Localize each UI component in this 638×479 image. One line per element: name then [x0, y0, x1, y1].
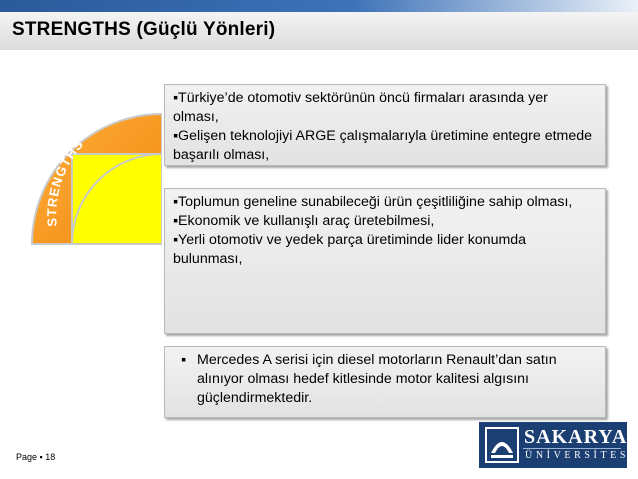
strengths-arc-label: STRENGTHS — [44, 136, 87, 228]
page-number: Page ▪ 18 — [16, 452, 56, 462]
strengths-panel-3 — [164, 346, 606, 418]
slide-title: STRENGTHS (Güçlü Yönleri) — [12, 19, 276, 40]
bullet-item: ▪Gelişen teknolojiyi ARGE çalışmalarıyla üretimine entegre etmede başarılı olması, — [173, 128, 593, 163]
bullet-item: ▪Yerli otomotiv ve yedek parça üretiminde lider konumda bulunması, — [173, 232, 527, 267]
logo-subtitle: ÜNİVERSİTESİ — [525, 450, 636, 461]
top-accent-band — [0, 0, 638, 12]
sakarya-university-logo — [479, 422, 636, 468]
logo-name: SAKARYA — [524, 426, 628, 448]
yellow-square-shape — [72, 154, 162, 244]
logo-divider — [523, 448, 621, 449]
university-emblem-icon — [485, 427, 519, 463]
bullet-item: ▪Toplumun geneline sunabileceği ürün çeşitliliğine sahip olması, — [173, 194, 573, 210]
bullet-item: ▪Ekonomik ve kullanışlı araç üretebilmesi, — [173, 213, 435, 229]
strengths-quarter-graphic — [30, 84, 162, 246]
strengths-panel-2 — [164, 188, 606, 334]
bullet-item: ▪Türkiye’de otomotiv sektörünün öncü firmaları arasında yer olması, — [173, 90, 548, 125]
bullet-item: ▪ Mercedes A serisi için diesel motorların Renault’dan satın alınıyor olması hedef kitlesinde motor kalitesi algısını güçlendirmektedir. — [181, 352, 557, 406]
strengths-panel-1 — [164, 84, 606, 166]
